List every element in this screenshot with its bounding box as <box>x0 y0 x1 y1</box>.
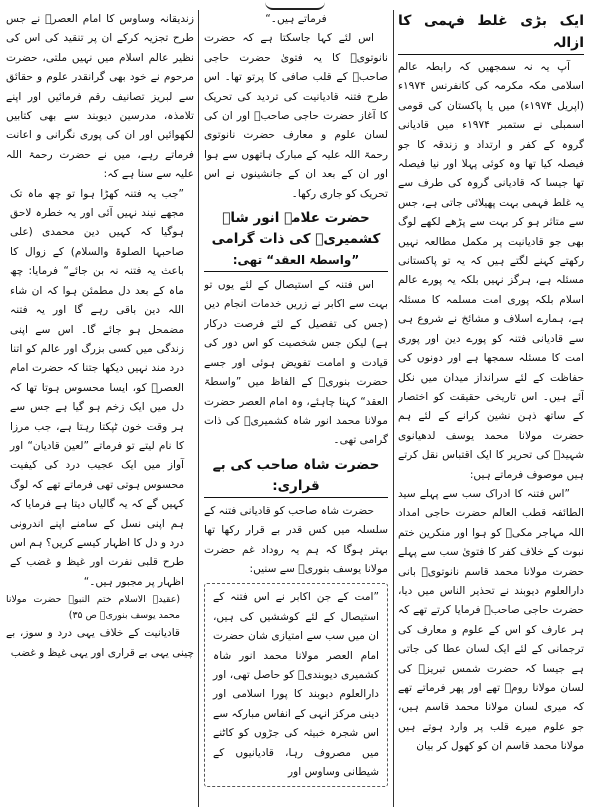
column-left <box>6 10 194 811</box>
column-middle <box>204 10 388 811</box>
paragraph: آپ یہ نہ سمجھیں کہ رابطہ عالم اسلامی مکہ مکرمہ کی کانفرنس ۱۹۷۴ء (اپریل ۱۹۷۴ء) میں یا پاکستان کی قومی اسمبلی نے ستمبر ۱۹۷۴ء میں قادیانی گروہ کے کفر و ارتداد و زندقہ کا جو فیصلہ کیا تھا وہ کوئی پہلا اور نیا فیصلہ تھا جیسا کہ قادیانی گروہ کی طرف سے یہ غلط فہمی بہت پھیلائی جاتی ہے، جس سے متاثر ہو کر بہت سے پڑھے لکھے لوگ بھی جو قادیانیت پر مکمل مطالعہ نہیں رکھتے کہنے لگتے ہیں کہ یہ تو پاکستانی مسئلہ ہے، ہرگز نہیں بلکہ یہ پورے عالم اسلام بلکہ پوری امت مسلمہ کا مسئلہ ہے، ہمارے اسلاف و مشائخ نے شروع ہی سے قادیانی فتنہ کو پورے دین اور پوری امت کا مسئلہ سمجھا ہے اور دونوں کی حفاظت کے لئے سرانداز میدان میں نکل آئے ہیں۔ اس تاریخی حقیقت کو اختصار کے ساتھ ذہن نشین کرانے کے لئے ہم حضرت مولانا محمد یوسف لدھیانوی شہیدؒ کی تحریر کا ایک اقتباس نقل کرتے ہیں موصوف فرماتے ہیں: <box>398 61 584 481</box>
paragraph: اس فتنہ کے استیصال کے لئے یوں تو بہت سے اکابر نے زریں خدمات انجام دیں (جس کی تفصیل کے لئے فرصت درکار ہے) لیکن جس شخصیت کو اس دور کی قیادت و امامت تفویض ہوئی اور جسے حضرت بنوریؒ کے الفاظ میں ”واسطۃ العقد“ کہنا چاہئے، وہ امام العصر حضرت مولانا محمد انور شاہ کشمیریؒ کی ذات گرامی تھی۔ <box>204 279 388 447</box>
citation: (عقیدۃ الاسلام ختم النبوۃ حضرت مولانا محمد یوسف بنوریؒ ص ۳۵) <box>6 594 180 622</box>
quoted-paragraph: ”جب یہ فتنہ کھڑا ہوا تو چھ ماہ تک مجھے نیند نہیں آئی اور یہ خطرہ لاحق ہوگیا کہ کہیں دین محمدی (علی صاحبہا الصلوۃ والسلام) کے زوال کا باعث یہ فتنہ نہ بن جائے“ فرمایا: چھ ماہ کے بعد دل مطمئن ہوا کہ ان شاء اللہ دین باقی رہے گا اور یہ فتنہ مضمحل ہو جائے گا۔ اس سے اپنی زندگی میں کسی بزرگ اور عالم کو اتنا درد مند نہیں دیکھا جتنا کہ حضرت امام العصرؒ کو، ایسا محسوس ہوتا تھا کہ دل میں ایک زخم ہو گیا ہے جس سے ہر وقت خون ٹپکتا رہتا ہے، جب مرزا کا نام لیتے تو فرماتے ”لعین قادیان“ اور آواز میں ایک عجیب درد کی کیفیت محسوس ہوتی تھی فرماتے تھے کہ لوگ کہیں گے کہ یہ گالیاں دیتا ہے فرمایا کہ ہم اپنی نسل کے سامنے اپنے اندرونی درد و دل کا اظہار کیسے کریں؟ ہم اس طرح قلبی نفرت اور غیظ و غضب کے اظہار پر مجبور ہیں۔“ <box>10 187 184 588</box>
subheading-text: حضرت علامہ انور شاہ کشمیریؒ کی ذات گرامی <box>211 210 381 248</box>
quoted-paragraph: ”امت کے جن اکابر نے اس فتنہ کے استیصال کے لئے کوششیں کی ہیں، ان میں سب سے امتیازی شان حضرت امام العصر مولانا محمد انور شاہ کشمیری دیوبندیؒ کو حاصل تھی، اور دارالعلوم دیوبند کا پورا اسلامی اور دینی مرکز انہی کے انفاس مبارکہ سے اس شجرہ خبیثہ کی جڑوں کو کاٹنے میں مصروف رہا، قادیانیوں کے شیطانی وساوس اور <box>213 591 379 778</box>
quote-closing: فرماتے ہیں۔“ <box>265 13 327 25</box>
quote-box <box>204 583 388 787</box>
column-right <box>398 10 584 811</box>
paragraph: اس لئے کہا جاسکتا ہے کہ حضرت نانوتویؒ کا یہ فتویٰ حضرت حاجی صاحبؒ کے قلب صافی کا پرتو تھا۔ اس طرح فتنہ قادیانیت کی تردید کی تحریک کا آغاز حضرت حاجی صاحبؒ اور ان کی لسان علوم و معارف حضرت نانوتوی رحمۃ اللہ علیہ کے مبارک ہاتھوں سے ہوا اور ان کے بعد ان کے جانشینوں نے اس تحریک کو جاری رکھا۔ <box>204 32 388 200</box>
page-ornament <box>265 0 325 10</box>
subheading <box>204 208 388 272</box>
paragraph: قادیانیت کے خلاف یہی درد و سوز، بے چینی یہی بے قراری اور یہی غیظ و غضب <box>6 627 194 659</box>
subheading <box>204 455 388 498</box>
quoted-paragraph: ”اس فتنہ کا ادراک سب سے پہلے سید الطائفہ قطب العالم حضرت حاجی امداد اللہ مہاجر مکیؒ کو ہوا اور منکرین ختم نبوت کے خلاف کفر کا فتویٰ سب سے پہلے حضرت مولانا محمد قاسم نانوتویؒ بانی دارالعلوم دیوبند نے تحذیر الناس میں دیا، حضرت حاجی صاحبؒ فرمایا کرتے تھے کہ ہر عارف کو اس کے علوم و معارف کی ترجمانی کے لئے ایک لسان عطا کی جاتی ہے جیسا کہ حضرت شمس تبریزؒ کی لسان مولانا رومؒ تھے اور پھر فرماتے تھے کہ میری لسان مولانا محمد قاسم ہیں، جو علوم میرے قلب پر وارد ہوتے ہیں مولانا محمد قاسم ان کو کھول کر بیان <box>398 487 584 753</box>
paragraph: زندیقانہ وساوس کا امام العصرؒ نے جس طرح تجزیہ کرکے ان پر تنقید کی اس کی نظیر عالم اسلام میں نہیں ملتی، حضرت مرحوم نے خود بھی گرانقدر علوم و حقائق سے لبریز تصانیف رقم فرمائیں اور اپنے تلامذہ، مدرسین دیوبند سے بھی کتابیں لکھوائیں اور ان کی پوری نگرانی و اعانت فرماتے رہے، میں نے حضرت رحمۃ اللہ علیہ سے سنا ہے کہ: <box>6 13 194 181</box>
paragraph: حضرت شاہ صاحب کو قادیانی فتنہ کے سلسلہ میں کس قدر بے قرار رکھا تھا بہتر ہوگا کہ ہم یہ روداد غم حضرت مولانا یوسف بنوریؒ سے سنیں: <box>204 504 388 575</box>
subheading-text: حضرت شاہ صاحب کی بے قراری: <box>204 455 388 498</box>
section-heading <box>398 10 584 56</box>
subheading-subtext: ”واسطۃ العقد“ تھی: <box>204 250 388 272</box>
column-divider <box>198 10 199 807</box>
column-divider <box>393 10 394 807</box>
section-heading-text: ایک بڑی غلط فہمی کا ازالہ <box>398 10 584 55</box>
